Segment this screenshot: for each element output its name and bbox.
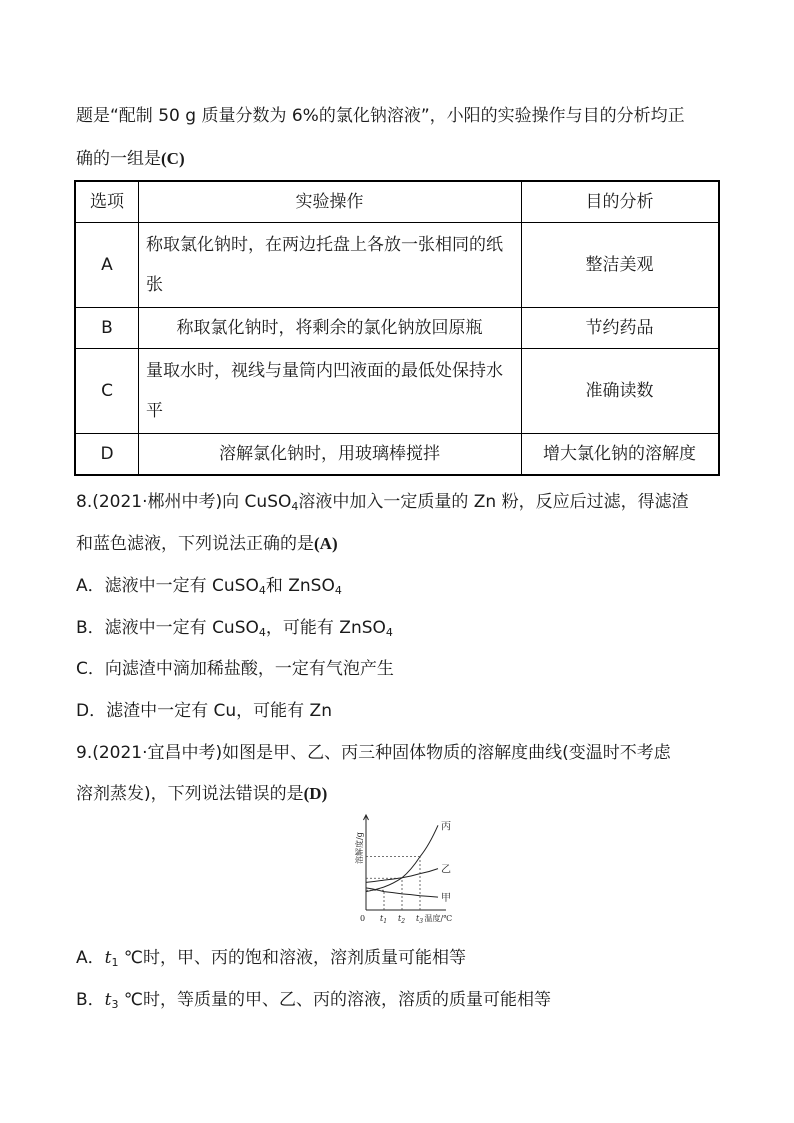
- q8-option-a: A．滤液中一定有 CuSO$_4$和 ZnSO$_4$: [76, 576, 342, 597]
- table-header-operation: 实验操作: [295, 192, 364, 212]
- series-label-1: 甲: [441, 893, 451, 905]
- table-row-a-operation: 称取氯化钠时，在两边托盘上各放一张相同的纸张: [146, 235, 503, 295]
- table-row-d-operation: 溶解氯化钠时，用玻璃棒搅拌: [219, 444, 440, 464]
- table-row-d-option: D: [100, 444, 114, 464]
- table-row-a-purpose: 整洁美观: [585, 255, 654, 275]
- table-row-a-option: A: [101, 255, 113, 275]
- intro-line-1: 题是“配制 50 g 质量分数为 6%的氯化钠溶液”，小阳的实验操作与目的分析均正: [76, 106, 685, 126]
- table-row-b-purpose: 节约药品: [585, 318, 654, 338]
- experiment-table: [74, 180, 720, 476]
- x-axis-title: 温度/℃: [424, 914, 453, 923]
- table-header-purpose: 目的分析: [585, 192, 654, 212]
- x-tick-label-1: $t_1$: [380, 914, 388, 925]
- series-label-3: 丙: [441, 821, 451, 833]
- series-label-2: 乙: [441, 864, 451, 876]
- q9-option-a: A．$t_1$ ℃时，甲、丙的饱和溶液，溶剂质量可能相等: [76, 948, 466, 969]
- origin-label: 0: [360, 914, 366, 923]
- table-row-b-option: B: [101, 318, 113, 338]
- q8-answer: (A): [314, 534, 338, 553]
- solubility-chart: [352, 812, 464, 926]
- x-tick-label-2: $t_2$: [398, 914, 406, 925]
- y-axis-title: 溶解度/g: [355, 832, 364, 864]
- q8-stem-line-1: 8.(2021·郴州中考)向 CuSO$_4$溶液中加入一定质量的 Zn 粉，反应后过滤，得滤渣: [76, 492, 689, 513]
- answer-label: (C): [161, 149, 185, 168]
- table-row-d-purpose: 增大氯化钠的溶解度: [543, 444, 696, 464]
- x-tick-label-3: $t_3$: [416, 914, 424, 925]
- table-row-c-option: C: [101, 381, 113, 401]
- q8-option-b: B．滤液中一定有 CuSO$_4$，可能有 ZnSO$_4$: [76, 618, 393, 639]
- table-row-b-operation: 称取氯化钠时，将剩余的氯化钠放回原瓶: [176, 318, 483, 338]
- q8-option-d: D．滤渣中一定有 Cu，可能有 Zn: [76, 701, 332, 721]
- q9-stem-line-1: 9.(2021·宜昌中考)如图是甲、乙、丙三种固体物质的溶解度曲线(变温时不考虑: [76, 743, 671, 763]
- q9-stem-line-2: 溶剂蒸发)，下列说法错误的是(D): [76, 784, 328, 804]
- q9-option-b: B．$t_3$ ℃时，等质量的甲、乙、丙的溶液，溶质的质量可能相等: [76, 990, 552, 1011]
- q8-stem-line-2: 和蓝色滤液，下列说法正确的是(A): [76, 534, 338, 554]
- intro-line-2: 确的一组是(C): [76, 149, 185, 169]
- q8-option-c: C．向滤渣中滴加稀盐酸，一定有气泡产生: [76, 659, 394, 679]
- table-row-c-purpose: 准确读数: [585, 381, 654, 401]
- q9-answer: (D): [303, 784, 328, 803]
- table-header-option: 选项: [90, 192, 124, 212]
- table-row-c-operation: 量取水时，视线与量筒内凹液面的最低处保持水平: [146, 361, 503, 421]
